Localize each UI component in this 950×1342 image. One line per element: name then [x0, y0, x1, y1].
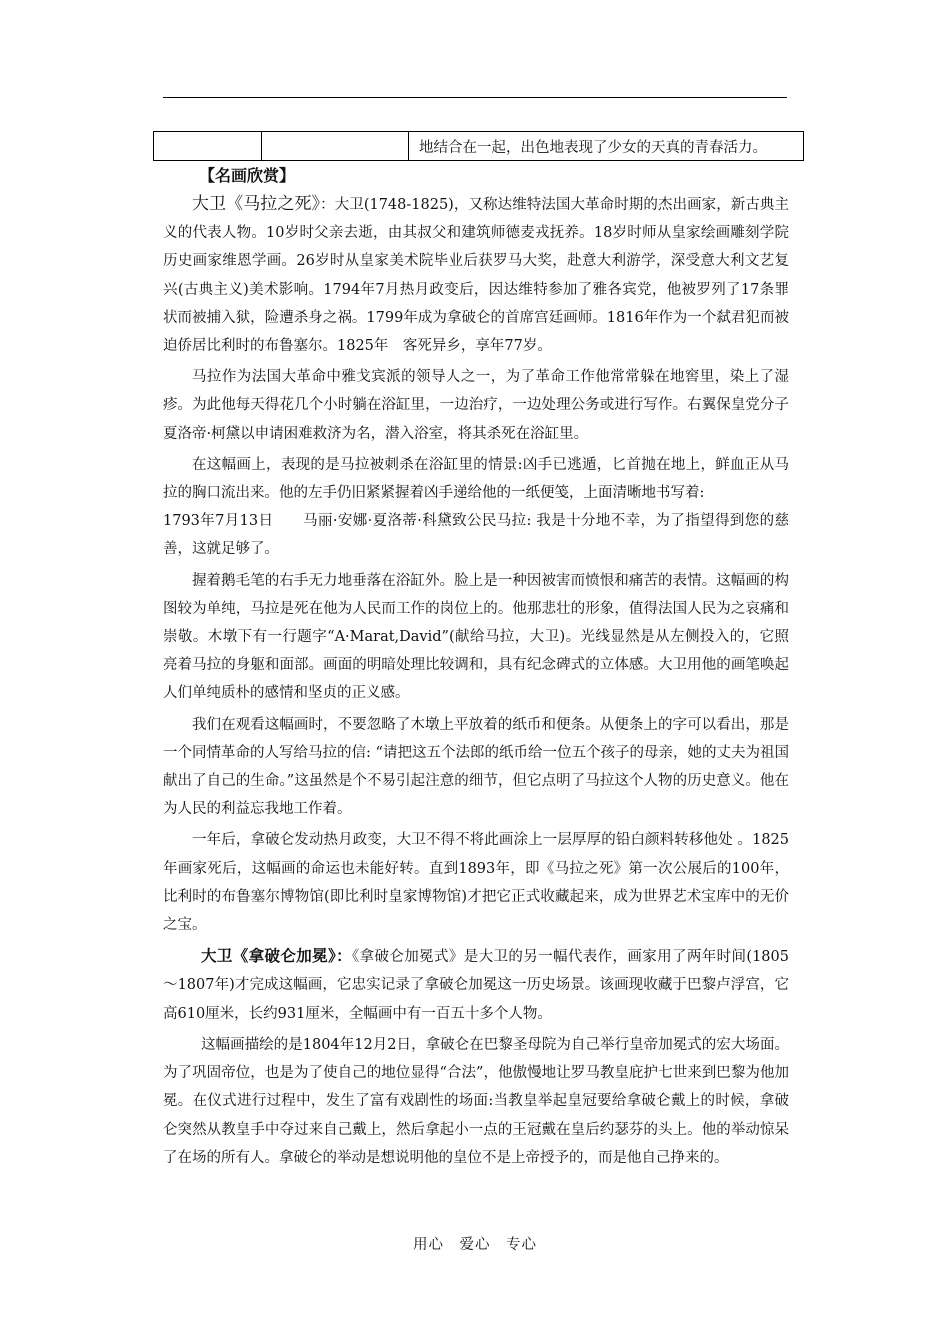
- table-row: [154, 132, 804, 161]
- paragraph-coronation-scene: 这幅画描绘的是1804年12月2日，拿破仑在巴黎圣母院为自己举行皇帝加冕式的宏大场面。为了巩固帝位，也是为了使自己的地位显得“合法”，他傲慢地让罗马教皇庇护七世来到巴黎为他加冕。在仪式进行过程中，发生了富有戏剧性的场面:当教皇举起皇冠要给拿破仑戴上的时候，拿破仑突然从教皇手中夺过来自己戴上，然后拿起小一点的王冠戴在皇后约瑟芬的头上。他的举动惊呆了在场的所有人。拿破仑的举动是想说明他的皇位不是上帝授予的，而是他自己挣来的。: [163, 1036, 789, 1166]
- table-cell-1: [154, 132, 262, 161]
- article-body: [163, 162, 789, 1172]
- paragraph-text: ：大卫(1748-1825)，又称达维特法国大革命时期的杰出画家，新古典主义的代表人物。10岁时父亲去逝，由其叔父和建筑师德麦戎抚养。18岁时师从皇家绘画雕刻学院历史画家维恩学画。26岁时从皇家美术院毕业后获罗马大奖，赴意大利游学，深受意大利文艺复兴(古典主义)美术影响。1794年7月热月政变后，因达维特参加了雅各宾党，他被罗列了17条罪状而被捕入狱，险遭杀身之祸。1799年成为拿破仑的首席宫廷画师。1816年作为一个弑君犯而被迫侨居比利时的布鲁塞尔。1825年 客死异乡，享年77岁。: [163, 197, 790, 355]
- paragraph-painting-fate: 一年后，拿破仑发动热月政变，大卫不得不将此画涂上一层厚厚的铅白颜料转移他处 。1825年画家死后，这幅画的命运也未能好转。直到1893年，即《马拉之死》第一次公展后的100年，比利时的布鲁塞尔博物馆(即比利时皇家博物馆)才把它正式收藏起来，成为世界艺术宝库中的无价之宝。: [163, 832, 789, 934]
- section-title: 【名画欣赏】: [199, 166, 296, 185]
- paragraph-marat-background: 马拉作为法国大革命中雅戈宾派的领导人之一，为了革命工作他常常躲在地窖里，染上了湿疹。为此他每天得花几个小时躺在浴缸里，一边治疗，一边处理公务或进行写作。右翼保皇党分子夏洛帝·柯黛以申请困难救济为名，潜入浴室，将其杀死在浴缸里。: [163, 369, 789, 442]
- page-footer: 用心 爱心 专心: [413, 1237, 537, 1253]
- paragraph-text: 《拿破仑加冕式》是大卫的另一幅代表作，画家用了两年时间(1805～1807年)才完成这幅画，它忠实记录了拿破仑加冕这一历史场景。该画现收藏于巴黎卢浮宫，它高610厘米，长约931厘米，全幅画中有一百五十多个人物。: [163, 949, 789, 1022]
- header-rule: [163, 97, 787, 98]
- paragraph-note-text: 1793年7月13日 马丽·安娜·夏洛蒂·科黛致公民马拉: 我是十分地不幸，为了指望得到您的慈善，这就足够了。: [163, 513, 789, 558]
- continuation-table: [153, 131, 804, 161]
- artwork-title-coronation: 大卫《拿破仑加冕》：: [201, 946, 353, 966]
- paragraph-letter-detail: 我们在观看这幅画时，不要忽略了木墩上平放着的纸币和便条。从便条上的字可以看出，那是一个同情革命的人写给马拉的信: “请把这五个法郎的纸币给一位五个孩子的母亲，她的丈夫为祖国献出了自己的生命。”这虽然是个不易引起注意的细节，但它点明了马拉这个人物的历史意义。他在为人民的利益忘我地工作着。: [163, 716, 789, 818]
- paragraph-composition: 握着鹅毛笔的右手无力地垂落在浴缸外。脸上是一种因被害而愤恨和痛苦的表情。这幅画的构图较为单纯，马拉是死在他为人民而工作的岗位上的。他那悲壮的形象，值得法国人民为之哀痛和崇敬。木墩下有一行题字“A·Marat,David”(献给马拉，大卫)。光线显然是从左侧投入的，它照亮着马拉的身躯和面部。画面的明暗处理比较调和，具有纪念碑式的立体感。大卫用他的画笔唤起人们单纯质朴的感情和坚贞的正义感。: [163, 572, 789, 702]
- paragraph-coronation-intro: [163, 942, 789, 1028]
- paragraph-david-biography: [163, 190, 789, 360]
- paragraph-painting-scene: 在这幅画上，表现的是马拉被刺杀在浴缸里的情景:凶手已逃遁，匕首抛在地上，鲜血正从马拉的胸口流出来。他的左手仍旧紧紧握着凶手递给他的一纸便笺，上面清晰地书写着:: [163, 456, 789, 502]
- artwork-title-death-of-marat: 大卫《马拉之死》: [192, 194, 321, 214]
- table-cell-3: 地结合在一起，出色地表现了少女的天真的青春活力。: [409, 132, 804, 161]
- table-cell-2: [262, 132, 409, 161]
